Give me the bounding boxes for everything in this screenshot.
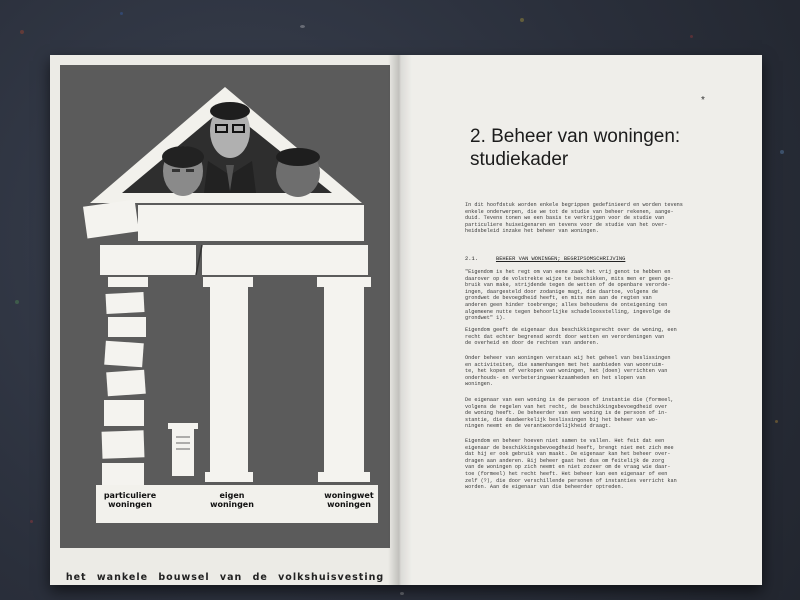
pillar-block xyxy=(106,370,146,397)
pillar-block xyxy=(106,292,145,314)
pillar-capital xyxy=(203,277,253,287)
pillar-shaft xyxy=(324,287,364,482)
section-heading xyxy=(465,256,735,262)
section-number: 2.1. xyxy=(465,256,478,262)
paragraph-ownership: Eigendom geeft de eigenaar dus beschikkingsrecht over de woning, een recht dat echter begrensd wordt door wetten en verordeningen van de overheid en door de rechten van anderen. xyxy=(465,327,677,347)
pillar-block xyxy=(104,341,144,368)
section-title: BEHEER VAN WONINGEN; BEGRIPSOMSCHRIJVING xyxy=(495,256,626,262)
booklet-spread xyxy=(50,55,762,585)
pillar-label-woningwet: woningwet woningen xyxy=(324,491,374,509)
pillar-block xyxy=(108,317,146,337)
pillar-block xyxy=(104,400,144,426)
broken-column xyxy=(172,428,194,476)
entablature-block xyxy=(83,200,139,239)
paragraph-quote: "Eigendom is het regt om van eene zaak het vrij genot te hebben en daarover op de volstrekte wijze te beschikken, mits men er geen ge- bruik van make, strijdende tegen de wetten of de openbare verorde- ingen, daargesteld door zodanige magt, die daartoe, volgens de grondwet de bevoegdheid heeft, en mits men aan de regten van anderen geen hinder toebrenge; alles behoudens de onteigening ten algemeene nutte tegen behoorlijke schadeloosstelling, ingevolge de grondwet" 1). xyxy=(465,269,674,322)
pillar-shaft xyxy=(210,287,248,482)
pillar-block xyxy=(102,430,145,458)
page-mark: * xyxy=(701,95,705,106)
intro-paragraph: In dit hoofdstuk worden enkele begrippen gedefinieerd en worden tevens enkele onderwerpen, die we tot de studie van beheer rekenen, aange- duid. Tevens tonen we een basis te verkrijgen voor de studie van particuliere huiseigenaren en tevens voor de studie van het over- heidsbeleid inzake het beheer van woningen. xyxy=(465,202,683,235)
paragraph-owner-definition: De eigenaar van een woning is de persoon of instantie die (formeel, volgens de regelen van het recht, de beschikkingsbevoegdheid over de woning heeft. De beheerder van een woning is de persoon of in- stantie, die daadwerkelijk beslissingen bij het beheer van wo- ningen neemt en de verantwoordelijkheid draagt. xyxy=(465,397,674,430)
paragraph-management: Onder beheer van woningen verstaan wij het geheel van beslissingen en activiteiten, die samenhangen met het aanbieden van woonruim- te, het kopen of verkopen van woningen, het (doen) verrichten van onderhouds- en verbeteringswerkzaamheden en het slopen van woningen. xyxy=(465,355,671,388)
paragraph-ownership-management: Eigendom en beheer hoeven niet samen te vallen. Het feit dat een eigenaar de beschikkingsbevoegdheid heeft, brengt niet met zich mee dat hij er ook gebruik van maakt. De eigenaar kan het beheer over- dragen aan anderen. Bij beheer gaat het dus om feitelijk de zorg van de woningen op zich neemt en niet zozeer om de vraag wie daar- toe (formeel) het recht heeft. Het beheer kan een eigenaar of een zelf (?), die door verschillende personen of instanties verricht kan worden. Aan de eigenaar van die beheerder optreden. xyxy=(465,438,677,491)
entablature-block xyxy=(202,245,368,275)
pillar-label-particuliere: particuliere woningen xyxy=(103,491,157,509)
book-gutter xyxy=(388,55,412,585)
entablature-block xyxy=(138,205,364,241)
temple-illustration xyxy=(60,65,390,548)
chapter-title: 2. Beheer van woningen: studiekader xyxy=(470,126,681,170)
pillar-label-eigen: eigen woningen xyxy=(210,491,254,509)
pillar-capital xyxy=(317,277,371,287)
pillar-block xyxy=(108,277,148,287)
illustration-caption: het wankele bouwsel van de volkshuisvesting xyxy=(65,572,385,583)
right-page xyxy=(400,55,762,585)
left-page xyxy=(50,55,400,585)
entablature-block xyxy=(100,245,196,275)
